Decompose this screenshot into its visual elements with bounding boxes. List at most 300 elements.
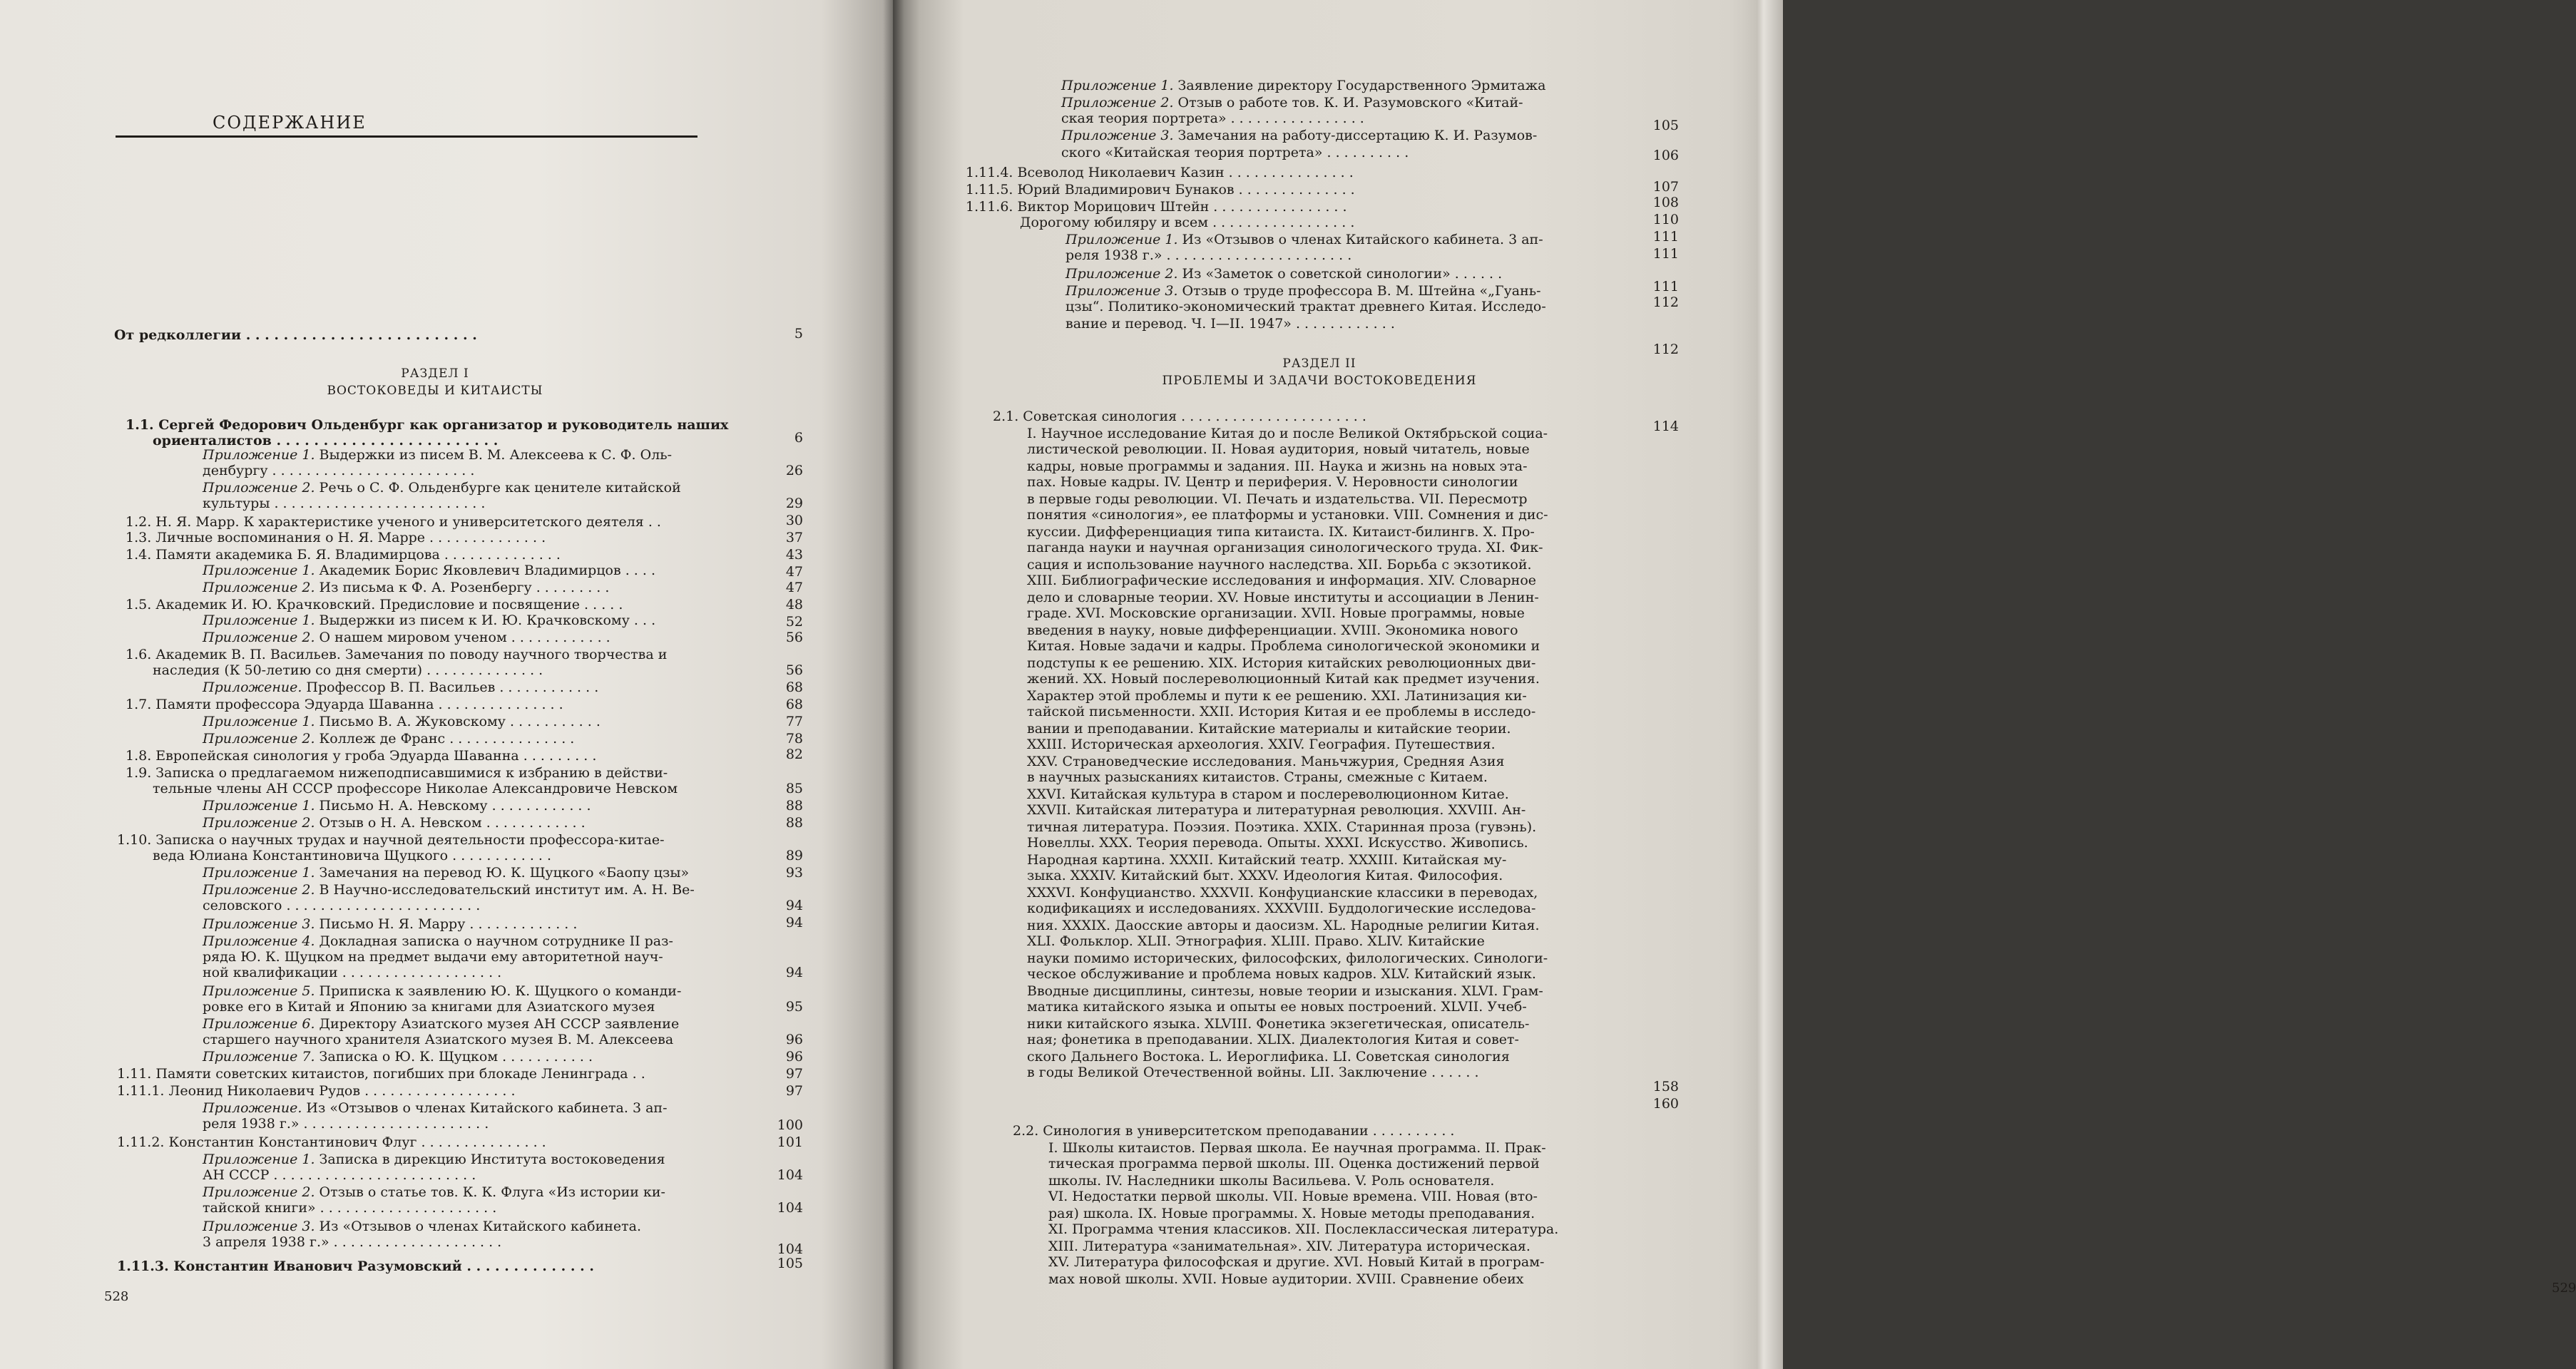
toc-line xyxy=(1061,110,1364,127)
toc-line xyxy=(1065,298,1546,315)
toc-line xyxy=(1027,703,1535,720)
toc-line-text: Характер этой проблемы и пути к ее решению. XXI. Латинизация ки- xyxy=(1027,688,1527,704)
toc-line xyxy=(1065,247,1351,264)
toc-line-text: ровке его в Китай и Японию за книгами для Азиатского музея xyxy=(203,999,655,1015)
page-ref: 48 xyxy=(785,597,803,612)
toc-line xyxy=(1027,458,1528,475)
toc-line xyxy=(1027,687,1527,704)
page-ref: 52 xyxy=(785,614,803,630)
page-ref: 106 xyxy=(1652,148,1679,163)
toc-line-text: Отзыв о труде профессора В. М. Штейна «„Гуань- xyxy=(1177,283,1541,299)
toc-line-text: ной квалификации . . . . . . . . . . . . . . . . . . . xyxy=(203,965,502,980)
toc-line-text: реля 1938 г.» . . . . . . . . . . . . . . . . . . . . . . xyxy=(203,1116,489,1132)
toc-line-text: 1.6. Академик В. П. Васильев. Замечания по поводу научного творчества и xyxy=(126,647,668,662)
page-ref: 95 xyxy=(785,999,803,1015)
toc-line-text: вании и преподавании. Китайские материалы и китайские теории. xyxy=(1027,721,1511,737)
toc-line xyxy=(1027,965,1536,983)
toc-line-text: ники китайского языка. XLVIII. Фонетика экзегетическая, описатель- xyxy=(1027,1016,1530,1032)
toc-line xyxy=(1027,1064,1479,1081)
section-heading: ПРОБЛЕМЫ И ЗАДАЧИ ВОСТОКОВЕДЕНИЯ xyxy=(1162,374,1477,388)
page-ref: 112 xyxy=(1652,342,1679,357)
toc-line-text: Выдержки из писем В. М. Алексеева к С. Ф. Оль- xyxy=(315,447,673,463)
toc-line-text: Китая. Новые задачи и кадры. Проблема синологической экономики и xyxy=(1027,638,1540,654)
toc-line-text: 1.4. Памяти академика Б. Я. Владимирцова . . . . . . . . . . . . . . xyxy=(126,547,561,563)
toc-line-text: От редколлегии . . . . . . . . . . . . . . . . . . . . . . . . . xyxy=(114,327,477,343)
toc-line xyxy=(203,1031,673,1048)
toc-line-text: куссии. Дифференциация типа китаиста. IX. Китаист-билингв. X. Про- xyxy=(1027,524,1535,540)
toc-line xyxy=(126,596,623,613)
toc-line xyxy=(203,933,673,950)
page-ref: 37 xyxy=(785,530,803,545)
appendix-label: Приложение 1. xyxy=(203,714,315,729)
page-ref: 6 xyxy=(794,430,803,446)
toc-line-text: Вводные дисциплины, синтезы, новые теории и изыскания. XLVI. Грам- xyxy=(1027,983,1543,999)
toc-line xyxy=(1048,1221,1558,1238)
toc-line-text: зыка. XXXIV. Китайский быт. XXXV. Идеология Китая. Философия. xyxy=(1027,868,1503,883)
appendix-label: Приложение 1. xyxy=(203,563,315,578)
right-toc-entries xyxy=(893,0,1783,1369)
toc-line xyxy=(1048,1155,1540,1172)
toc-line xyxy=(1065,265,1502,282)
page-ref: 47 xyxy=(785,580,803,595)
toc-line xyxy=(1027,736,1496,753)
page-ref: 47 xyxy=(785,564,803,580)
toc-line xyxy=(1027,605,1525,622)
toc-line-text: ского Дальнего Востока. L. Иероглифика. LI. Советская синология xyxy=(1027,1049,1510,1065)
appendix-label: Приложение 1. xyxy=(203,447,315,463)
toc-line xyxy=(203,629,610,646)
appendix-label: Приложение 6. xyxy=(203,1016,315,1032)
appendix-label: Приложение 3. xyxy=(1061,128,1174,143)
toc-line xyxy=(1061,77,1545,94)
toc-line-text: 1.3. Личные воспоминания о Н. Я. Марре . . . . . . . . . . . . . . xyxy=(126,530,546,545)
toc-line-text: XIII. Библиографические исследования и информация. XIV. Словарное xyxy=(1027,573,1537,588)
toc-line xyxy=(1027,801,1525,819)
toc-line xyxy=(203,1218,641,1235)
page-ref: 97 xyxy=(785,1083,803,1099)
toc-line xyxy=(203,1234,501,1251)
page-ref: 111 xyxy=(1652,229,1679,245)
page-ref: 94 xyxy=(785,965,803,980)
toc-line-text: тическая программа первой школы. III. Оценка достижений первой xyxy=(1048,1156,1540,1171)
toc-line-text: наследия (К 50-летию со дня смерти) . . . . . . . . . . . . . . xyxy=(153,662,543,678)
toc-line xyxy=(203,1151,665,1168)
toc-line xyxy=(203,1184,665,1201)
toc-line-text: 1.1. Сергей Федорович Ольденбург как организатор и руководитель наших xyxy=(126,417,729,433)
toc-line xyxy=(1027,933,1485,950)
toc-line xyxy=(1027,851,1506,868)
toc-line-text: ориенталистов . . . . . . . . . . . . . . . . . . . . . . . . xyxy=(153,433,499,448)
page-ref: 94 xyxy=(785,915,803,930)
toc-line xyxy=(1027,637,1540,655)
toc-line-text: 1.11.5. Юрий Владимирович Бунаков . . . . . . . . . . . . . . xyxy=(966,182,1355,198)
toc-line-text: 1.11.6. Виктор Морицович Штейн . . . . . . . . . . . . . . . . xyxy=(966,199,1347,215)
toc-line-text: АН СССР . . . . . . . . . . . . . . . . . . . . . . . . xyxy=(203,1167,476,1183)
toc-line xyxy=(126,646,667,663)
toc-line-text: 1.11.3. Константин Иванович Разумовский . . . . . . . . . . . . . . xyxy=(117,1258,594,1274)
toc-line-text: тельные члены АН СССР профессоре Николае Александровиче Невском xyxy=(153,781,678,796)
toc-line-text: дело и словарные теории. XV. Новые институты и ассоциации в Ленин- xyxy=(1027,590,1539,605)
toc-line-text: жений. XX. Новый послереволюционный Китай как предмет изучения. xyxy=(1027,671,1540,687)
page-ref: 114 xyxy=(1652,419,1679,434)
toc-line xyxy=(1027,539,1543,556)
toc-line-text: Записка о Ю. К. Щуцком . . . . . . . . . . . xyxy=(315,1049,593,1065)
toc-line-text: Отзыв о работе тов. К. И. Разумовского «Китай- xyxy=(1173,95,1523,111)
toc-line xyxy=(203,1048,593,1065)
toc-line xyxy=(1048,1271,1523,1288)
page-ref: 56 xyxy=(785,662,803,678)
toc-line xyxy=(203,612,655,629)
page-ref: 97 xyxy=(785,1066,803,1082)
toc-line xyxy=(1027,670,1540,687)
toc-line xyxy=(203,864,689,881)
toc-line xyxy=(1027,655,1535,672)
page-ref: 82 xyxy=(785,747,803,762)
left-page-number: 528 xyxy=(104,1289,129,1304)
toc-line-text: Коллеж де Франс . . . . . . . . . . . . . . . xyxy=(315,731,575,747)
toc-line-text: О нашем мировом ученом . . . . . . . . . . . . xyxy=(315,630,610,645)
toc-line xyxy=(203,713,600,730)
toc-line xyxy=(1061,127,1537,144)
toc-line-text: 2.1. Советская синология . . . . . . . . . . . . . . . . . . . . . . xyxy=(993,409,1366,424)
toc-line xyxy=(1065,231,1543,248)
toc-line-text: XIII. Литература «занимательная». XIV. Литература историческая. xyxy=(1048,1239,1530,1254)
toc-line xyxy=(1027,983,1543,1000)
toc-line xyxy=(1027,786,1509,803)
toc-line-text: 1.11.2. Константин Константинович Флуг . . . . . . . . . . . . . . . xyxy=(117,1134,546,1150)
appendix-label: Приложение 2. xyxy=(203,815,315,831)
page-ref: 30 xyxy=(785,513,803,528)
toc-line-text: Из письма к Ф. А. Розенбергу . . . . . . . . . xyxy=(315,580,610,595)
appendix-label: Приложение. xyxy=(203,680,302,695)
toc-line xyxy=(203,983,681,1000)
toc-line xyxy=(203,964,501,981)
toc-line-text: Отзыв о Н. А. Невском . . . . . . . . . . . . xyxy=(315,815,586,831)
page-ref: 111 xyxy=(1652,279,1679,294)
toc-line-text: Дорогому юбиляру и всем . . . . . . . . . . . . . . . . . xyxy=(1020,215,1355,230)
toc-line-text: Замечания на работу-диссертацию К. И. Разумов- xyxy=(1173,128,1538,143)
toc-line xyxy=(1027,1048,1510,1065)
toc-line xyxy=(153,847,551,864)
toc-line xyxy=(203,479,681,496)
toc-line-text: Из «Отзывов о членах Китайского кабинета. 3 ап- xyxy=(1177,232,1543,247)
toc-line-text: культуры . . . . . . . . . . . . . . . . . . . . . . . . . xyxy=(203,496,486,511)
toc-line-text: кадры, новые программы и задания. III. Наука и жизнь на новых эта- xyxy=(1027,458,1528,474)
page-edges xyxy=(1740,0,1783,1369)
appendix-label: Приложение 5. xyxy=(203,983,315,999)
toc-line-text: в годы Великой Отечественной войны. LII. Заключение . . . . . . xyxy=(1027,1065,1479,1080)
toc-line-text: 3 апреля 1938 г.» . . . . . . . . . . . . . . . . . . . . xyxy=(203,1234,502,1250)
page-title: СОДЕРЖАНИЕ xyxy=(213,113,367,133)
page-ref: 89 xyxy=(785,848,803,863)
toc-line xyxy=(203,797,591,814)
toc-line-text: листической революции. II. Новая аудитория, новый читатель, новые xyxy=(1027,441,1530,457)
page-ref: 101 xyxy=(777,1134,803,1150)
toc-line-text: реля 1938 г.» . . . . . . . . . . . . . . . . . . . . . . xyxy=(1065,247,1352,263)
appendix-label: Приложение 2. xyxy=(203,1184,315,1200)
toc-line xyxy=(1027,753,1505,770)
toc-line-text: Приписка к заявлению Ю. К. Щуцкого о команди- xyxy=(315,983,682,999)
toc-line-text: паганда науки и научная организация синологического труда. XI. Фик- xyxy=(1027,540,1543,555)
appendix-label: Приложение 1. xyxy=(203,865,315,881)
page-ref: 105 xyxy=(1652,118,1679,133)
toc-line xyxy=(203,679,598,696)
toc-line-text: Отзыв о статье тов. К. К. Флуга «Из истории ки- xyxy=(315,1184,665,1200)
toc-line xyxy=(1027,572,1536,589)
toc-line xyxy=(203,814,586,831)
toc-line-text: Из «Отзывов о членах Китайского кабинета. xyxy=(315,1219,642,1234)
toc-line xyxy=(203,1115,489,1132)
toc-line xyxy=(203,730,574,747)
toc-line xyxy=(117,1258,594,1275)
toc-line-text: Заявление директору Государственного Эрмитажа xyxy=(1173,78,1546,93)
toc-line-text: Директору Азиатского музея АН СССР заявление xyxy=(315,1016,680,1032)
toc-line xyxy=(117,831,665,848)
page-ref: 96 xyxy=(785,1049,803,1065)
toc-line-text: понятия «синология», ее платформы и установки. VIII. Сомнения и дис- xyxy=(1027,507,1548,523)
toc-line-text: Профессор В. П. Васильев . . . . . . . . . . . . xyxy=(302,680,599,695)
toc-line xyxy=(117,1082,516,1099)
toc-line xyxy=(203,1167,476,1184)
appendix-label: Приложение 2. xyxy=(203,580,315,595)
toc-line xyxy=(1027,1031,1519,1048)
toc-line-text: ния. XXXIX. Даосские авторы и даосизм. XL. Народные религии Китая. xyxy=(1027,918,1540,933)
toc-line xyxy=(1027,523,1535,540)
appendix-label: Приложение 2. xyxy=(203,731,315,747)
toc-line xyxy=(203,881,695,898)
toc-line-text: ческое обслуживание и проблема новых кадров. XLV. Китайский язык. xyxy=(1027,966,1536,982)
toc-line xyxy=(203,916,577,933)
page-ref: 93 xyxy=(785,865,803,881)
page-ref: 29 xyxy=(785,496,803,511)
page-ref: 56 xyxy=(785,630,803,645)
toc-line-text: граде. XVI. Московские организации. XVII. Новые программы, новые xyxy=(1027,605,1525,621)
toc-line xyxy=(1048,1253,1544,1271)
toc-line-text: Письмо Н. Я. Марру . . . . . . . . . . . . . xyxy=(315,916,578,932)
toc-line-text: подступы к ее решению. XIX. История китайских революционных дви- xyxy=(1027,655,1536,671)
toc-line xyxy=(1027,622,1518,639)
page-ref: 43 xyxy=(785,547,803,563)
page-ref: 77 xyxy=(785,714,803,729)
appendix-label: Приложение. xyxy=(203,1100,302,1116)
toc-line xyxy=(203,1015,679,1032)
toc-line-text: 1.11.1. Леонид Николаевич Рудов . . . . . . . . . . . . . . . . . . xyxy=(117,1083,516,1099)
toc-line-text: кодификациях и исследованиях. XXXVIII. Буддологические исследова- xyxy=(1027,901,1536,916)
toc-line xyxy=(126,529,546,546)
toc-line xyxy=(1027,441,1530,458)
toc-line-text: 1.11. Памяти советских китаистов, погибших при блокаде Ленинграда . . xyxy=(117,1066,645,1082)
page-ref: 158 xyxy=(1652,1079,1679,1094)
page-ref: 88 xyxy=(785,798,803,814)
appendix-label: Приложение 1. xyxy=(203,612,315,628)
toc-line xyxy=(126,747,596,764)
page-ref: 78 xyxy=(785,731,803,747)
toc-line xyxy=(203,579,609,596)
appendix-label: Приложение 2. xyxy=(1065,266,1178,282)
toc-line xyxy=(1027,900,1535,917)
toc-line xyxy=(1048,1205,1535,1222)
toc-line xyxy=(1065,315,1395,332)
section-heading: ВОСТОКОВЕДЫ И КИТАИСТЫ xyxy=(327,384,543,398)
toc-line xyxy=(126,416,728,434)
toc-line-text: Из «Отзывов о членах Китайского кабинета. 3 ап- xyxy=(302,1100,668,1116)
toc-line-text: мах новой школы. XVII. Новые аудитории. XVIII. Сравнение обеих xyxy=(1048,1271,1524,1287)
toc-line xyxy=(1027,769,1488,786)
section-heading: РАЗДЕЛ I xyxy=(401,366,469,381)
page-ref: 111 xyxy=(1652,246,1679,262)
toc-line-text: пах. Новые кадры. IV. Центр и периферия. V. Неровности синологии xyxy=(1027,474,1518,490)
page-ref: 94 xyxy=(785,898,803,913)
toc-line xyxy=(1027,917,1540,934)
toc-line-text: В Научно-исследовательский институт им. А. Н. Ве- xyxy=(315,882,695,898)
toc-line xyxy=(1048,1188,1538,1205)
toc-line-text: Записка в дирекцию Института востоковедения xyxy=(315,1152,665,1167)
toc-line xyxy=(1061,144,1409,161)
toc-line xyxy=(1048,1139,1546,1157)
appendix-label: Приложение 1. xyxy=(203,798,315,814)
toc-line xyxy=(1013,1122,1454,1139)
toc-line-text: тайской письменности. XXII. История Китая и ее проблемы в исследо- xyxy=(1027,704,1536,719)
toc-line-text: Письмо В. А. Жуковскому . . . . . . . . . . . xyxy=(315,714,600,729)
toc-line-text: Выдержки из писем к И. Ю. Крачковскому . . . xyxy=(315,612,656,628)
toc-line xyxy=(1027,884,1538,901)
toc-line xyxy=(203,897,480,914)
book-gutter xyxy=(883,0,904,1369)
toc-line xyxy=(117,1134,546,1151)
toc-line-text: ная; фонетика в преподавании. XLIX. Диалектология Китая и совет- xyxy=(1027,1032,1519,1047)
toc-line xyxy=(1048,1238,1530,1255)
toc-line-text: матика китайского языка и опыты ее новых построений. XLVII. Учеб- xyxy=(1027,999,1527,1015)
appendix-label: Приложение 2. xyxy=(1061,95,1174,111)
toc-line xyxy=(993,408,1366,425)
toc-line-text: веда Юлиана Константиновича Щуцкого . . . . . . . . . . . . xyxy=(153,848,552,863)
toc-line-text: XXV. Страноведческие исследования. Маньчжурия, Средняя Азия xyxy=(1027,754,1505,769)
toc-line xyxy=(1027,1015,1529,1032)
toc-line-text: Новеллы. XXX. Теория перевода. Опыты. XXXI. Искусство. Живопись. xyxy=(1027,835,1528,851)
appendix-label: Приложение 1. xyxy=(1061,78,1174,93)
toc-line-text: цзы“. Политико-экономический трактат древнего Китая. Исследо- xyxy=(1065,299,1546,314)
toc-line-text: 1.10. Записка о научных трудах и научной деятельности профессора-китае- xyxy=(117,832,665,848)
toc-line xyxy=(203,562,655,579)
toc-line xyxy=(203,948,663,965)
toc-line-text: введения в науку, новые дифференциации. XVIII. Экономика нового xyxy=(1027,622,1518,638)
toc-line-text: селовского . . . . . . . . . . . . . . . . . . . . . . . xyxy=(203,898,481,913)
toc-line xyxy=(1027,720,1511,737)
toc-line-text: XXVII. Китайская литература и литературная революция. XXVIII. Ан- xyxy=(1027,802,1526,818)
toc-line xyxy=(1027,491,1528,508)
page-ref: 112 xyxy=(1652,294,1679,310)
toc-line xyxy=(203,495,485,512)
toc-line-text: сация и использование научного наследства. XII. Борьба с экзотикой. xyxy=(1027,557,1532,573)
appendix-label: Приложение 2. xyxy=(203,630,315,645)
toc-line xyxy=(1020,214,1354,231)
toc-line-text: Докладная записка о научном сотруднике II раз- xyxy=(315,933,673,949)
section-heading: РАЗДЕЛ II xyxy=(1282,357,1356,371)
toc-line xyxy=(203,462,474,479)
toc-line-text: вание и перевод. Ч. I—II. 1947» . . . . . . . . . . . . xyxy=(1065,316,1395,332)
toc-line xyxy=(126,546,561,563)
page-ref: 96 xyxy=(785,1032,803,1047)
toc-line-text: денбургу . . . . . . . . . . . . . . . . . . . . . . . . xyxy=(203,463,475,478)
toc-line xyxy=(114,327,477,344)
toc-line xyxy=(203,1099,668,1117)
page-ref: 105 xyxy=(777,1256,803,1271)
toc-line-text: 2.2. Синология в университетском преподавании . . . . . . . . . . xyxy=(1013,1123,1455,1139)
toc-line xyxy=(966,198,1347,215)
toc-line-text: 1.11.4. Всеволод Николаевич Казин . . . . . . . . . . . . . . . xyxy=(966,165,1354,180)
toc-line-text: XLI. Фольклор. XLII. Этнография. XLIII. Право. XLIV. Китайские xyxy=(1027,933,1485,949)
page-ref: 5 xyxy=(794,326,803,342)
page-ref: 88 xyxy=(785,815,803,831)
appendix-label: Приложение 1. xyxy=(203,1152,315,1167)
toc-line-text: науки помимо исторических, философских, филологических. Синологи- xyxy=(1027,950,1548,966)
toc-line xyxy=(126,513,661,530)
page-ref: 104 xyxy=(777,1167,803,1183)
toc-line-text: Народная картина. XXXII. Китайский театр. XXXIII. Китайская му- xyxy=(1027,852,1507,868)
toc-line-text: ская теория портрета» . . . . . . . . . . . . . . . . xyxy=(1061,111,1364,126)
toc-line-text: XV. Литература философская и другие. XVI. Новый Китай в програм- xyxy=(1048,1254,1545,1270)
toc-line xyxy=(1027,556,1532,573)
toc-line xyxy=(1027,950,1548,967)
toc-line xyxy=(966,164,1354,181)
toc-line-text: ского «Китайская теория портрета» . . . . . . . . . . xyxy=(1061,145,1409,160)
toc-line xyxy=(1027,998,1527,1015)
toc-line xyxy=(126,764,668,781)
page-ref: 100 xyxy=(777,1117,803,1133)
appendix-label: Приложение 2. xyxy=(203,882,315,898)
toc-line-text: Из «Заметок о советской синологии» . . . . . . xyxy=(1177,266,1503,282)
toc-line-text: Академик Борис Яковлевич Владимирцов . . . . xyxy=(315,563,655,578)
toc-line xyxy=(1027,819,1536,836)
toc-line-text: ряда Ю. К. Щуцком на предмет выдачи ему авторитетной науч- xyxy=(203,949,663,965)
toc-line xyxy=(966,181,1355,198)
toc-line-text: в научных разысканиях китаистов. Страны, смежные с Китаем. xyxy=(1027,769,1488,785)
toc-line-text: школы. IV. Наследники школы Васильева. V. Роль основателя. xyxy=(1048,1173,1495,1189)
toc-line-text: рая) школа. IX. Новые программы. X. Новые методы преподавания. xyxy=(1048,1206,1535,1221)
page-ref: 160 xyxy=(1652,1096,1679,1112)
toc-line xyxy=(126,696,563,713)
toc-line-text: XXXVI. Конфуцианство. XXXVII. Конфуцианские классики в переводах, xyxy=(1027,885,1538,901)
toc-line xyxy=(1027,867,1503,884)
toc-line-text: VI. Недостатки первой школы. VII. Новые времена. VIII. Новая (вто- xyxy=(1048,1189,1538,1204)
appendix-label: Приложение 3. xyxy=(203,1219,315,1234)
page-ref: 68 xyxy=(785,680,803,695)
toc-line-text: XXIII. Историческая археология. XXIV. География. Путешествия. xyxy=(1027,737,1496,752)
appendix-label: Приложение 2. xyxy=(203,480,315,496)
toc-line xyxy=(1027,589,1539,606)
toc-line xyxy=(1061,94,1523,111)
appendix-label: Приложение 3. xyxy=(1065,283,1178,299)
toc-line-text: I. Научное исследование Китая до и после Великой Октябрьской социа- xyxy=(1027,426,1548,441)
left-toc-entries xyxy=(0,0,893,1369)
toc-line xyxy=(1027,425,1548,442)
toc-line-text: I. Школы китаистов. Первая школа. Ее научная программа. II. Прак- xyxy=(1048,1140,1546,1156)
appendix-label: Приложение 7. xyxy=(203,1049,315,1065)
toc-line xyxy=(203,998,655,1015)
page-ref: 68 xyxy=(785,697,803,712)
page-ref: 85 xyxy=(785,781,803,796)
appendix-label: Приложение 4. xyxy=(203,933,315,949)
toc-line-text: 1.7. Памяти профессора Эдуарда Шаванна . . . . . . . . . . . . . . . xyxy=(126,697,563,712)
toc-line xyxy=(1065,282,1541,299)
page-ref: 108 xyxy=(1652,195,1679,210)
toc-line-text: тичная литература. Поэзия. Поэтика. XXIX. Старинная проза (гувэнь). xyxy=(1027,819,1537,835)
appendix-label: Приложение 1. xyxy=(1065,232,1178,247)
page-ref: 104 xyxy=(777,1200,803,1216)
appendix-label: Приложение 3. xyxy=(203,916,315,932)
toc-line xyxy=(153,662,543,679)
toc-line xyxy=(203,1199,496,1216)
